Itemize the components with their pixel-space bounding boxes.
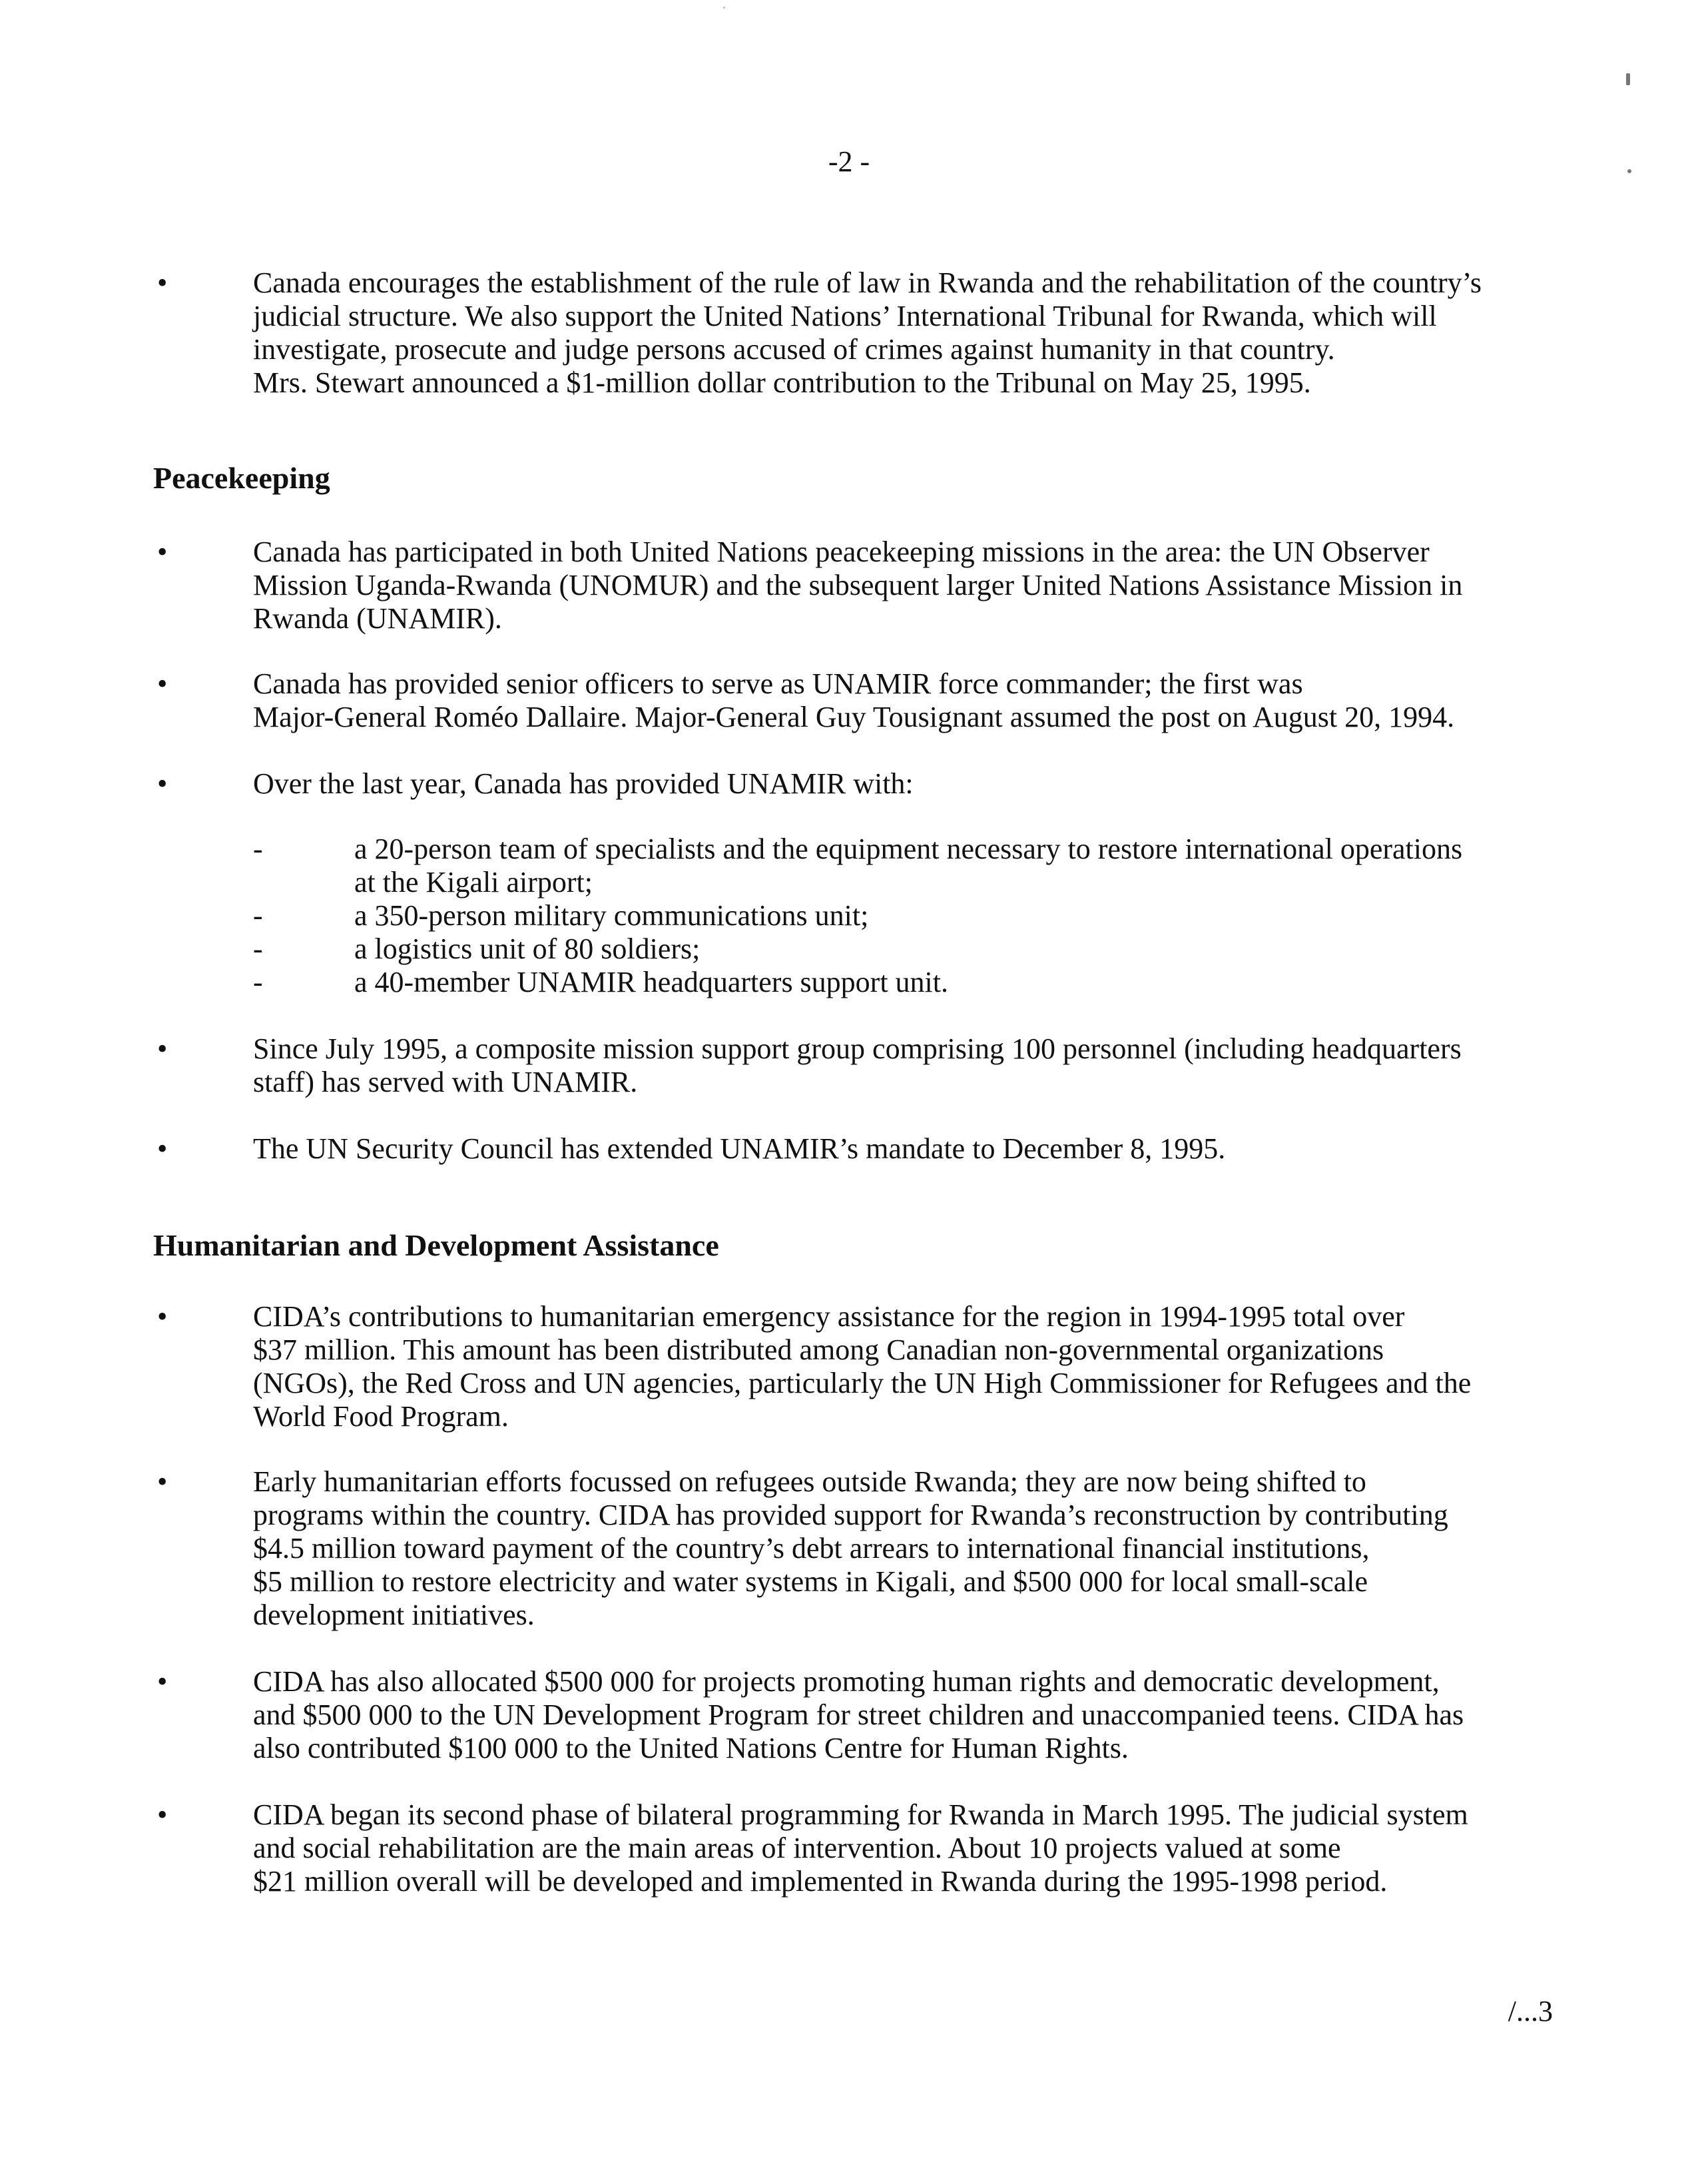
bullet-icon: • [157,1300,168,1333]
scan-speck [1626,73,1630,85]
text-line: Major-General Roméo Dallaire. Major-General Guy Tousignant assumed the post on August 20, 1994. [253,701,1455,733]
text-line: The UN Security Council has extended UNAMIR’s mandate to December 8, 1995. [253,1132,1226,1165]
continued-marker: /...3 [1508,1995,1553,2027]
text-line: a 350-person military communications unit; [354,899,869,932]
text-line: $21 million overall will be developed and implemented in Rwanda during the 1995-1998 period. [253,1865,1388,1898]
paragraph [253,266,1698,400]
text-line: investigate, prosecute and judge persons accused of crimes against humanity in that country. [253,333,1335,366]
bullet-icon: • [157,1032,168,1065]
text-line: and social rehabilitation are the main areas of intervention. About 10 projects valued at some [253,1832,1341,1864]
paragraph [354,899,868,932]
bullet-icon: • [157,266,168,299]
text-line: Canada has participated in both United Nations peacekeeping missions in the area: the UN Observer [253,536,1430,568]
text-line: $5 million to restore electricity and water systems in Kigali, and $500 000 for local small-scale [253,1565,1368,1598]
text-line: a logistics unit of 80 soldiers; [354,932,701,965]
bullet-icon: • [157,536,168,568]
text-line: $37 million. This amount has been distributed among Canadian non-governmental organizations [253,1333,1384,1366]
dash-marker: - [253,932,263,965]
text-line: judicial structure. We also support the United Nations’ International Tribunal for Rwanda, which will [253,300,1437,332]
text-line: CIDA began its second phase of bilateral programming for Rwanda in March 1995. The judicial system [253,1798,1468,1831]
dash-marker: - [253,833,263,865]
scan-speck [723,7,725,9]
text-line: Canada encourages the establishment of the rule of law in Rwanda and the rehabilitation of the country’s [253,266,1482,299]
paragraph [253,1132,1698,1166]
bullet-icon: • [157,1665,168,1698]
section-heading-humanitarian: Humanitarian and Development Assistance [153,1228,719,1262]
text-line: development initiatives. [253,1599,535,1631]
text-line: CIDA has also allocated $500 000 for projects promoting human rights and democratic development, [253,1665,1440,1698]
paragraph [253,1300,1698,1433]
text-line: (NGOs), the Red Cross and UN agencies, particularly the UN High Commissioner for Refugees and the [253,1367,1472,1399]
text-line: staff) has served with UNAMIR. [253,1066,638,1098]
text-line: a 40-member UNAMIR headquarters support unit. [354,966,949,998]
text-line: CIDA’s contributions to humanitarian emergency assistance for the region in 1994-1995 total over [253,1300,1405,1333]
paragraph [253,767,1698,801]
bullet-icon: • [157,767,168,800]
paragraph [253,1032,1698,1099]
text-line: also contributed $100 000 to the United Nations Centre for Human Rights. [253,1732,1129,1764]
text-line: and $500 000 to the UN Development Program for street children and unaccompanied teens. CIDA has [253,1698,1464,1731]
text-line: Canada has provided senior officers to serve as UNAMIR force commander; the first was [253,667,1303,700]
paragraph [253,536,1698,635]
text-line: a 20-person team of specialists and the equipment necessary to restore international operations [354,833,1463,865]
text-line: Over the last year, Canada has provided UNAMIR with: [253,767,914,800]
paragraph [253,1465,1698,1632]
text-line: Mrs. Stewart announced a $1-million dollar contribution to the Tribunal on May 25, 1995. [253,366,1311,399]
paragraph [253,1665,1698,1765]
bullet-icon: • [157,1798,168,1831]
dash-marker: - [253,966,263,998]
text-line: Since July 1995, a composite mission support group comprising 100 personnel (including headquarters [253,1032,1462,1065]
paragraph [253,667,1698,734]
text-line: at the Kigali airport; [354,866,593,899]
paragraph [354,932,700,966]
paragraph [253,1798,1698,1898]
bullet-icon: • [157,667,168,700]
scan-speck [1627,169,1631,173]
paragraph [354,966,948,999]
text-line: Mission Uganda-Rwanda (UNOMUR) and the subsequent larger United Nations Assistance Mission in [253,569,1463,601]
text-line: Rwanda (UNAMIR). [253,602,502,635]
text-line: World Food Program. [253,1400,509,1433]
text-line: Early humanitarian efforts focussed on refugees outside Rwanda; they are now being shifted to [253,1465,1366,1498]
bullet-icon: • [157,1132,168,1165]
paragraph [354,833,1462,899]
dash-marker: - [253,899,263,932]
page-number: -2 - [828,145,870,178]
text-line: programs within the country. CIDA has provided support for Rwanda’s reconstruction by contributing [253,1499,1448,1531]
bullet-icon: • [157,1465,168,1498]
section-heading-peacekeeping: Peacekeeping [153,461,330,495]
text-line: $4.5 million toward payment of the country’s debt arrears to international financial institutions, [253,1532,1370,1565]
